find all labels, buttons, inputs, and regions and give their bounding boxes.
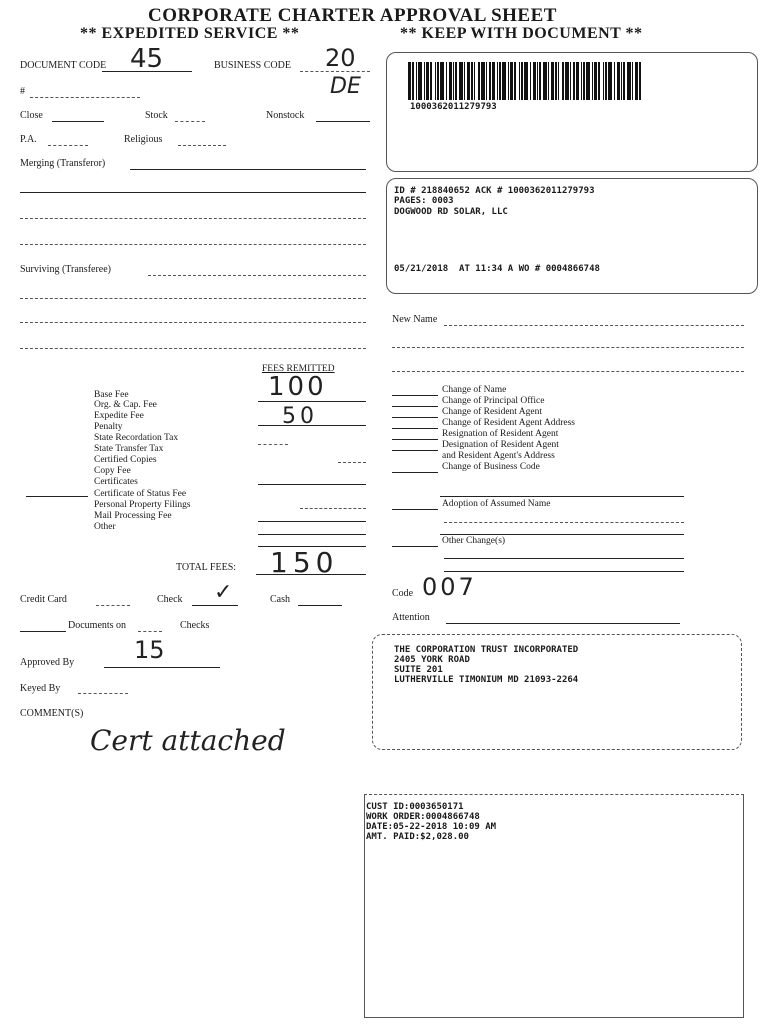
change-checkbox-line[interactable] xyxy=(392,406,438,407)
change-option-label: Change of Name xyxy=(442,385,507,395)
adoption-of-assumed-name-label: Adoption of Assumed Name xyxy=(442,499,551,509)
change-option-label: Change of Resident Agent xyxy=(442,407,542,417)
de-value: DE xyxy=(330,74,361,99)
address-line-1: THE CORPORATION TRUST INCORPORATED xyxy=(394,645,579,655)
date-line: DATE:05-22-2018 10:09 AM xyxy=(366,822,497,832)
change-checkbox-line[interactable] xyxy=(392,417,438,418)
change-checkbox-line[interactable] xyxy=(392,450,438,451)
amount-paid-line: AMT. PAID:$2,028.00 xyxy=(366,832,469,842)
attention-label: Attention xyxy=(392,612,430,623)
receipt-pages-line: PAGES: 0003 xyxy=(394,196,454,206)
business-code-value: 20 xyxy=(325,44,356,72)
check-label: Check xyxy=(157,594,183,605)
expedite-fee-value: 50 xyxy=(282,404,318,429)
change-checkbox-line[interactable] xyxy=(392,395,438,396)
receipt-entity-line: DOGWOOD RD SOLAR, LLC xyxy=(394,207,508,217)
religious-label: Religious xyxy=(124,134,163,145)
code-value: 007 xyxy=(422,573,477,601)
approved-by-label: Approved By xyxy=(20,657,75,668)
total-fees-label: TOTAL FEES: xyxy=(176,562,237,573)
business-code-label: BUSINESS CODE xyxy=(214,60,291,71)
keyed-by-label: Keyed By xyxy=(20,683,61,694)
credit-card-label: Credit Card xyxy=(20,594,67,605)
receipt-date-line: 05/21/2018 AT 11:34 A WO # 0004866748 xyxy=(394,264,600,274)
fees-remitted-header: FEES REMITTED xyxy=(262,364,335,374)
nonstock-label: Nonstock xyxy=(266,110,305,121)
change-option-label: Change of Business Code xyxy=(442,462,540,472)
change-checkbox-line[interactable] xyxy=(392,439,438,440)
address-line-2: 2405 YORK ROAD xyxy=(394,655,470,665)
expedited-service-label: ** EXPEDITED SERVICE ** xyxy=(80,25,300,42)
address-line-3: SUITE 201 xyxy=(394,665,443,675)
state-recordation-tax-label: State Recordation Tax xyxy=(94,433,179,443)
form-title: CORPORATE CHARTER APPROVAL SHEET xyxy=(148,5,557,26)
hash-label: # xyxy=(20,86,25,97)
org-cap-fee-label: Org. & Cap. Fee xyxy=(94,400,157,410)
documents-on-label: Documents on xyxy=(68,620,127,631)
close-label: Close xyxy=(20,110,43,121)
approved-by-value: 15 xyxy=(134,636,165,664)
base-fee-label: Base Fee xyxy=(94,390,129,400)
cash-label: Cash xyxy=(270,594,290,605)
address-line-4: LUTHERVILLE TIMONIUM MD 21093-2264 xyxy=(394,675,579,685)
penalty-label: Penalty xyxy=(94,422,123,432)
checks-label: Checks xyxy=(180,620,210,631)
certificate-of-status-fee-label: Certificate of Status Fee xyxy=(94,489,187,499)
document-code-label: DOCUMENT CODE xyxy=(20,60,107,71)
other-changes-label: Other Change(s) xyxy=(442,536,506,546)
cust-id-line: CUST ID:0003650171 xyxy=(366,802,464,812)
new-name-label: New Name xyxy=(392,314,438,325)
change-option-label: Change of Principal Office xyxy=(442,396,545,406)
base-fee-value: 100 xyxy=(268,372,327,402)
certified-copies-label: Certified Copies xyxy=(94,455,157,465)
certificates-label: Certificates xyxy=(94,477,138,487)
expedite-fee-label: Expedite Fee xyxy=(94,411,144,421)
stock-label: Stock xyxy=(145,110,168,121)
personal-property-filings-label: Personal Property Filings xyxy=(94,500,191,510)
receipt-id-line: ID # 218840652 ACK # 1000362011279793 xyxy=(394,186,595,196)
work-order-line: WORK ORDER:0004866748 xyxy=(366,812,480,822)
comments-label: COMMENT(S) xyxy=(20,708,84,719)
keep-with-document-label: ** KEEP WITH DOCUMENT ** xyxy=(400,25,643,42)
other-fee-label: Other xyxy=(94,522,116,532)
document-code-value: 45 xyxy=(130,44,164,74)
change-option-label: Resignation of Resident Agent xyxy=(442,429,559,439)
check-mark: ✓ xyxy=(214,580,233,605)
code-label: Code xyxy=(392,588,414,599)
change-checkbox-line[interactable] xyxy=(392,428,438,429)
surviving-transferee-label: Surviving (Transferee) xyxy=(20,264,112,275)
change-option-label: Change of Resident Agent Address xyxy=(442,418,575,428)
mail-processing-fee-label: Mail Processing Fee xyxy=(94,511,172,521)
merging-transferor-label: Merging (Transferor) xyxy=(20,158,106,169)
change-option-label: Designation of Resident Agent xyxy=(442,440,559,450)
change-option-label: and Resident Agent's Address xyxy=(442,451,555,461)
change-checkbox-line[interactable] xyxy=(392,472,438,473)
pa-label: P.A. xyxy=(20,134,37,145)
total-fees-value: 150 xyxy=(270,546,339,579)
copy-fee-label: Copy Fee xyxy=(94,466,131,476)
comment-value: Cert attached xyxy=(90,724,286,757)
state-transfer-tax-label: State Transfer Tax xyxy=(94,444,164,454)
barcode-number: 1000362011279793 xyxy=(410,102,497,112)
barcode xyxy=(408,62,738,100)
